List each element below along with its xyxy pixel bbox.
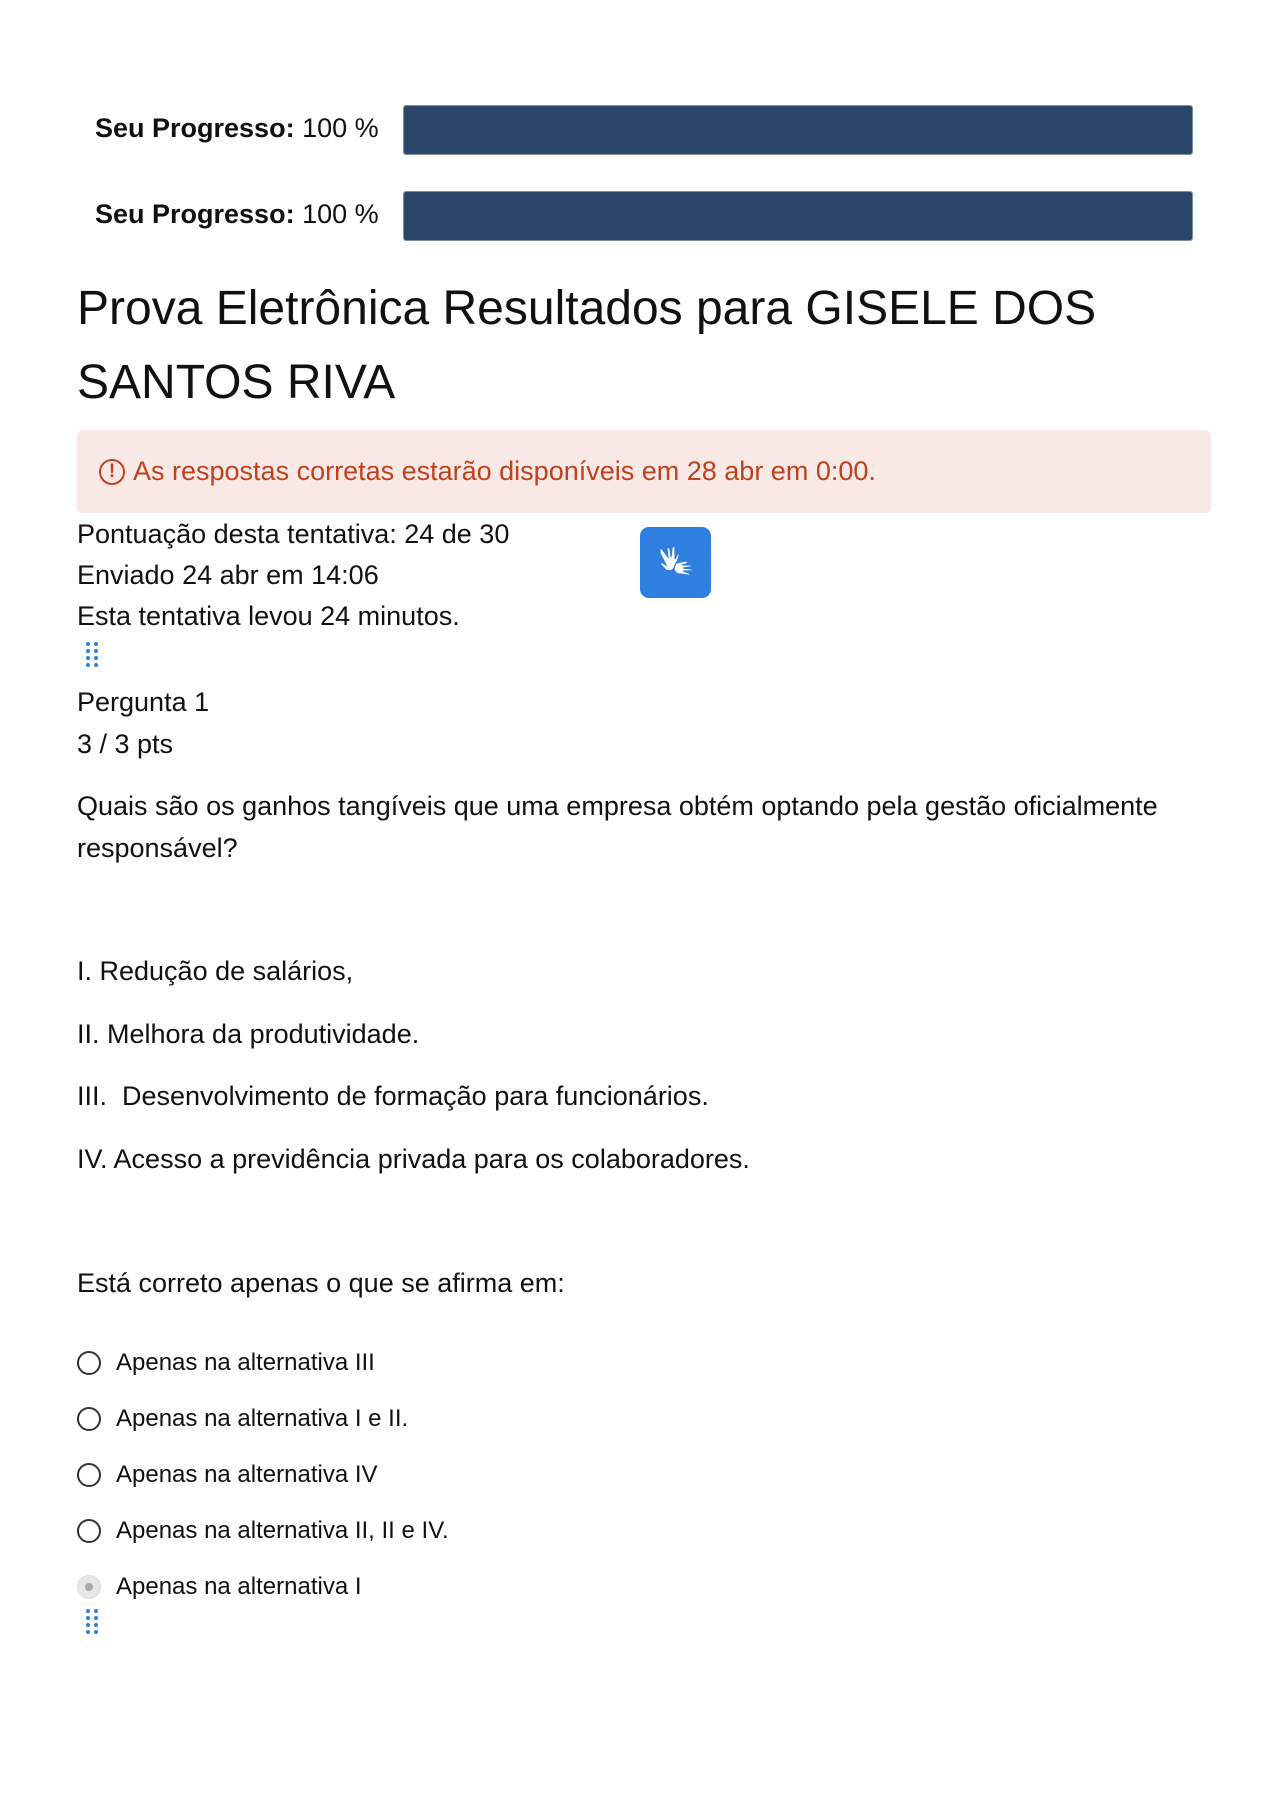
answer-label: Apenas na alternativa I e II. [116,1405,409,1432]
progress-value: 100 % [302,199,379,229]
answer-label: Apenas na alternativa I [116,1573,362,1600]
answer-option[interactable] [77,1335,449,1391]
radio-button[interactable] [77,1407,101,1431]
statement-item: II. Melhora da produtividade. [77,1019,420,1049]
drag-handle-icon[interactable] [84,641,100,669]
answer-option[interactable] [77,1559,449,1615]
attempt-duration: Esta tentativa levou 24 minutos. [77,601,460,631]
sign-language-hands-icon [654,543,698,583]
progress-bar [403,191,1193,241]
answer-option[interactable] [77,1447,449,1503]
progress-row [95,105,1195,157]
exclamation-circle-icon: ! [99,459,125,485]
radio-button[interactable] [77,1351,101,1375]
answer-option[interactable] [77,1391,449,1447]
progress-label: Seu Progresso: 100 % [95,113,379,143]
alert-text: As respostas corretas estarão disponíveis em 28 abr em 0:00. [133,456,876,486]
question-points: 3 / 3 pts [77,729,174,759]
attempt-score: Pontuação desta tentativa: 24 de 30 [77,519,510,549]
answer-label: Apenas na alternativa II, II e IV. [116,1517,449,1544]
progress-label: Seu Progresso: 100 % [95,199,379,229]
answer-list [77,1335,449,1615]
answer-label: Apenas na alternativa IV [116,1461,378,1488]
attempt-summary [77,514,509,637]
statement-item: IV. Acesso a previdência privada para os colaboradores. [77,1144,750,1174]
page-title: Prova Eletrônica Resultados para GISELE DOS SANTOS RIVA [77,282,1097,409]
progress-fill [404,106,1192,154]
statement-item: III. Desenvolvimento de formação para funcionários. [77,1081,709,1111]
progress-bar [403,105,1193,155]
question-text: Quais são os ganhos tangíveis que uma empresa obtém optando pela gestão oficialmente responsável? [77,791,1158,863]
radio-button[interactable] [77,1519,101,1543]
answer-option[interactable] [77,1503,449,1559]
attempt-submitted: Enviado 24 abr em 14:06 [77,560,379,590]
progress-value: 100 % [302,113,379,143]
statement-item: I. Redução de salários, [77,956,354,986]
progress-row [95,191,1195,243]
sign-language-button[interactable] [640,527,711,598]
question-header [77,681,209,765]
progress-fill [404,192,1192,240]
radio-button[interactable] [77,1575,101,1599]
answers-availability-alert [77,430,1211,513]
radio-button[interactable] [77,1463,101,1487]
answer-label: Apenas na alternativa III [116,1349,375,1376]
drag-handle-icon[interactable] [84,1608,100,1636]
question-prompt: Está correto apenas o que se afirma em: [77,1268,565,1298]
question-title: Pergunta 1 [77,687,210,717]
